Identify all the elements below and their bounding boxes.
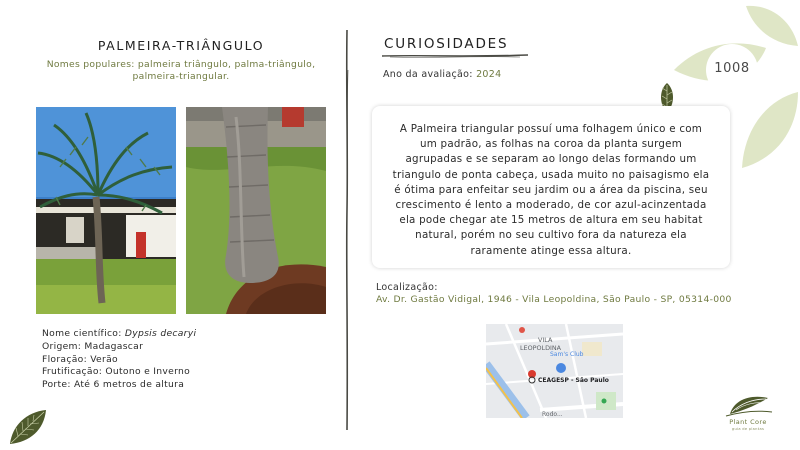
plant-title: PALMEIRA-TRIÂNGULO: [97, 38, 265, 53]
map-district-line1: VILA: [538, 336, 553, 344]
plant-info-list: [42, 328, 196, 392]
leaf-bottom-shape: [742, 92, 798, 168]
popular-names: Nomes populares: palmeira triângulo, palma-triângulo, palmeira-triangular.: [46, 59, 316, 82]
plant-core-logo: [716, 392, 780, 418]
brand-subtitle: guia de plantas: [731, 427, 765, 431]
info-row-fruiting: Frutificação: Outono e Inverno: [42, 366, 191, 378]
column-divider: [344, 30, 350, 430]
location-map[interactable]: [486, 324, 623, 418]
curiosity-text: A Palmeira triangular possuí uma folhagem único e com um padrão, as folhas na coroa da planta surgem agrupadas e se separam ao longo delas formando um triangulo de ponta cabeça, usada muito no paisagismo ela é ótima para enfeitar seu jardim ou a área da piscina, seu crescimento é lento a moderado, de cor azul-acinzentada ela pode chegar ate 15 metros de altura em seu habitat natural, porém no seu cultivo fora da natureza ela raramente atinge essa altura.: [392, 123, 710, 257]
brand-name: Plant Core: [729, 418, 767, 426]
map-blue-pin-icon: [556, 363, 566, 373]
info-row-scientific-name: Nome científico: Dypsis decaryi: [42, 328, 197, 339]
plant-photo-full: [36, 107, 176, 314]
info-row-origin: Origem: Madagascar: [42, 340, 144, 352]
map-district-line2: LEOPOLDINA: [520, 344, 562, 352]
location-label: Localização:: [376, 282, 438, 293]
title-underline-stroke: [380, 52, 530, 60]
evaluation-year: Ano da avaliação: 2024: [383, 69, 502, 80]
bottom-left-leaf-icon: [8, 408, 48, 446]
info-row-flowering: Floração: Verão: [42, 353, 118, 365]
leaf-top-shape: [746, 6, 798, 46]
map-poi-pin: CEAGESP - São Paulo: [538, 377, 609, 384]
plant-number-badge: 1008: [714, 61, 750, 76]
curiosities-title: CURIOSIDADES: [384, 36, 509, 52]
map-poi-club: Sam's Club: [550, 351, 584, 358]
map-road-label: Rodo...: [542, 411, 563, 418]
curiosity-text-box: [372, 106, 730, 268]
evaluation-year-value: 2024: [476, 69, 502, 80]
scientific-name-value: Dypsis decaryi: [124, 328, 197, 339]
plant-photo-trunk: [186, 107, 326, 314]
location-address[interactable]: Av. Dr. Gastão Vidigal, 1946 - Vila Leopoldina, São Paulo - SP, 05314-000: [376, 294, 732, 305]
info-row-size: Porte: Até 6 metros de altura: [42, 379, 185, 391]
